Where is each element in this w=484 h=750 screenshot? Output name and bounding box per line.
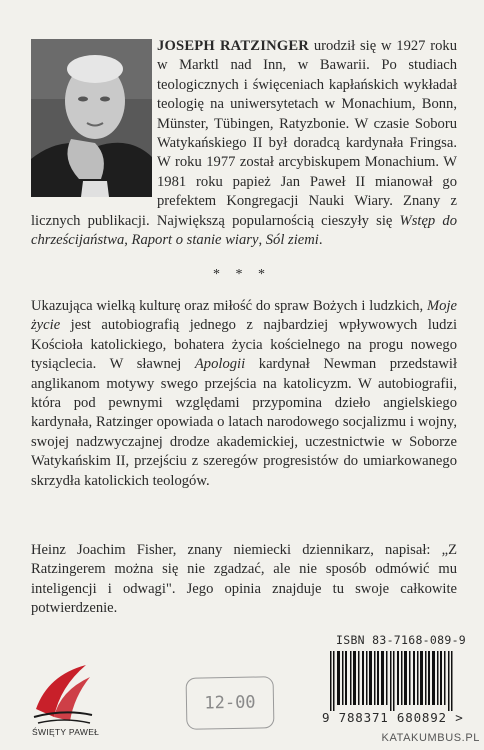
section-separator: * * * <box>213 267 271 282</box>
bio-separator-1: , <box>124 232 132 249</box>
bio-separator-2: , <box>258 232 266 249</box>
bio-text: urodził się w 1927 roku w Marktl nad Inn, w Bawarii. Po studiach teologicznych i święceniach kapłańskich wykładał teologię na uniwersytetach w Monachium, Bonn, Münster, Tübingen, Ratyzbonie. W czasie Soboru Watykańskiego II był doradcą kardynała Fringsa. W roku 1977 został arcybiskupem Monachium. W 1981 roku papież Jan Paweł II mianował go prefektem Kongregacji Nauki Wiary. Znany z licznych publikacji. Największą popularnością cieszyły się <box>31 38 457 229</box>
watermark: KATAKUMBUS.PL <box>381 732 480 744</box>
book-title-1: Wstęp do chrześcijaństwa <box>31 212 457 249</box>
publisher-logo-icon <box>30 657 96 727</box>
description-apologia-title: Apologii <box>194 356 246 373</box>
bio-end: . <box>318 232 323 249</box>
book-title-2: Raport o stanie wiary <box>131 232 259 249</box>
book-title-3: Sól ziemi <box>265 232 319 249</box>
description-part-2: jest autobiografią jednego z najbardziej wpływowych ludzi Kościoła katolickiego, bohatera życia kościelnego na progu nowego tysiąclecia. W sławnej <box>31 317 457 373</box>
publisher-name: ŚWIĘTY PAWEŁ <box>32 727 100 737</box>
barcode-number: 9 788371 680892 > <box>322 710 464 725</box>
isbn-label: ISBN 83-7168-089-9 <box>336 633 467 647</box>
description-part-1: Ukazująca wielką kulturę oraz miłość do spraw Bożych i ludzkich, <box>31 298 427 314</box>
description-book-title: Moje życie <box>31 298 457 334</box>
book-description <box>31 297 457 491</box>
author-bio <box>31 37 457 250</box>
journalist-quote: Heinz Joachim Fisher, znany niemiecki dziennikarz, napisał: „Z Ratzingerem można się nie zgadzać, ale nie sposób odmówić mu inteligencji i odwagi". Jego opinia znajduje tu swoje całkowite potwierdzenie. <box>31 542 457 617</box>
author-name: JOSEPH RATZINGER <box>157 38 310 54</box>
price-stamp: 12-00 <box>186 676 275 730</box>
description-part-3: kardynał Newman przedstawił anglikanom motywy swego przejścia na katolicyzm. W autobiografii, która pod pewnymi względami przypomina dzieło angielskiego kardynała, Ratzinger opowiada o latach narodowego socjalizmu i wojny, swojej nadzwyczajnej drodze akademickiej, uczestnictwie w Soborze Watykańskim II, przejściu z szeregów progresistów do umiarkowanego skrzydła katolickich teologów. <box>31 356 457 489</box>
barcode <box>330 651 460 711</box>
